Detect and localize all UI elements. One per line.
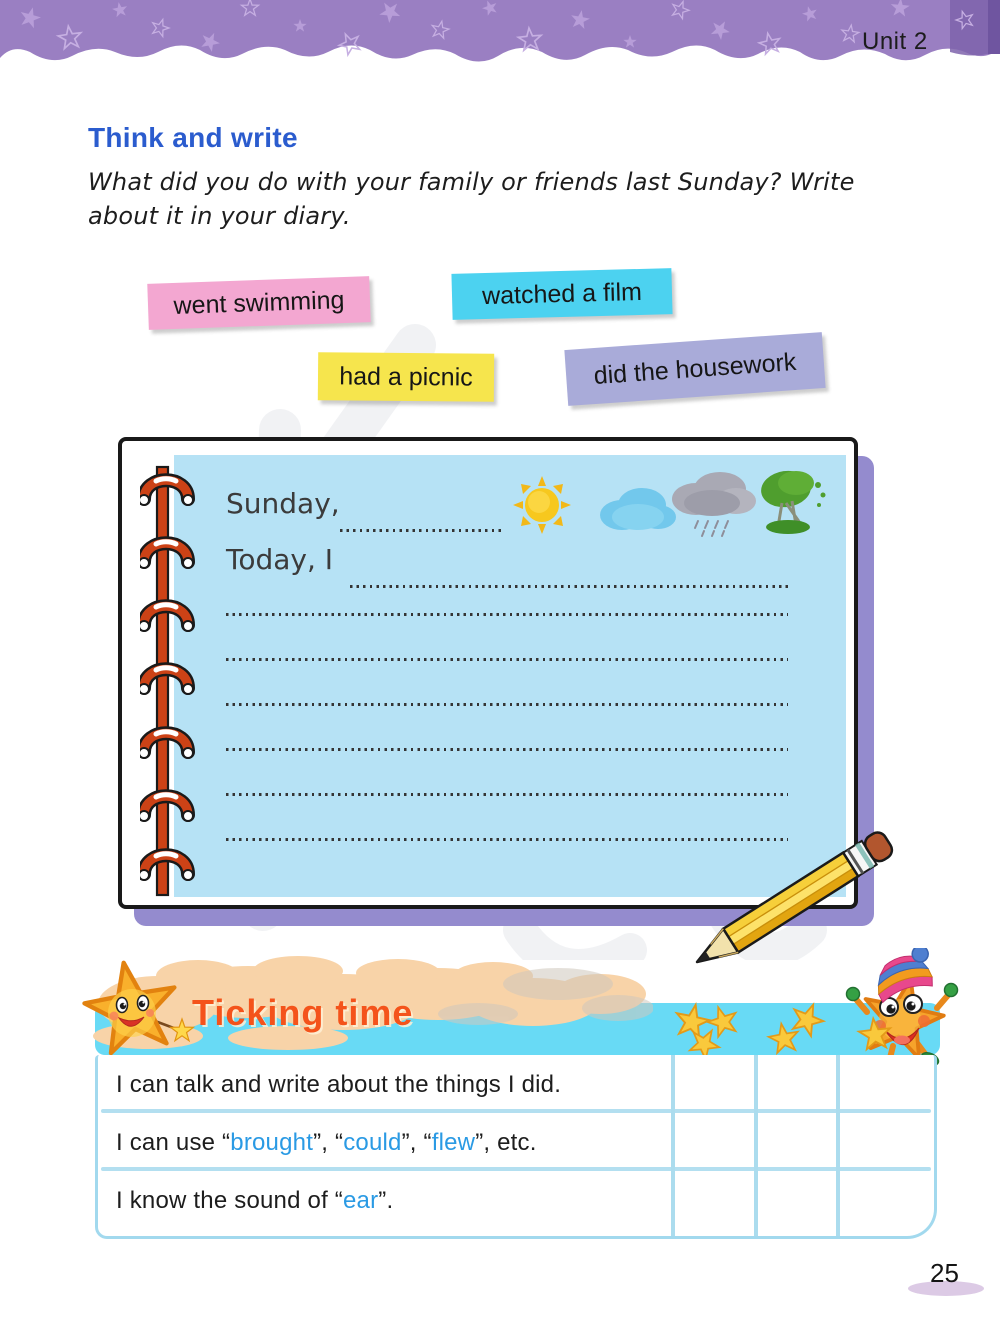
instruction-line-2: about it in your diary. [88,202,351,230]
row-separator [101,1167,931,1171]
rain-cloud-icon [668,471,760,537]
phrase-card-had-a-picnic [318,352,494,402]
cloud-icon [596,485,678,533]
diary-entry-blank [350,585,790,588]
section-title: Think and write [88,122,298,153]
band-star [788,1001,826,1039]
instruction-line-1: What did you do with your family or friends last Sunday? Write [88,168,855,196]
phrase-card-label: went swimming [173,285,345,320]
ticking-title: Ticking time [192,992,414,1033]
diary-blank-line [226,658,788,661]
diary-date-prefix: Sunday, [226,487,340,520]
diary-blank-line [226,703,788,706]
diary-blank-line [226,613,788,616]
ticking-table [95,1055,937,1239]
phrase-card-label: watched a film [481,277,643,310]
phrase-card-went-swimming [147,276,370,330]
tick-column-divider [671,1055,675,1236]
windy-tree-icon [756,467,828,535]
page-number: 25 [930,1258,959,1288]
diary-entry-prefix: Today, I [226,543,334,576]
sun-icon [512,475,572,535]
tick-column-divider [754,1055,758,1236]
ticking-row-1: I can talk and write about the things I did. [116,1071,562,1098]
unit-label: Unit 2 [862,28,928,55]
diary-blank-line [226,748,788,751]
star-mascot [75,958,195,1063]
band-star [856,1016,894,1054]
spiral-binding [140,457,204,901]
ticking-row-2: I can use “brought”, “could”, “flew”, etc. [116,1129,537,1156]
phrase-card-label: had a picnic [339,361,473,392]
phrase-card-label: did the housework [592,347,798,390]
phrase-card-watched-a-film [451,268,672,320]
header-band [0,0,1000,78]
ticking-row-3: I know the sound of “ear”. [116,1187,394,1214]
row-separator [101,1109,931,1113]
tick-column-divider [836,1055,840,1236]
diary-date-blank [340,529,502,532]
